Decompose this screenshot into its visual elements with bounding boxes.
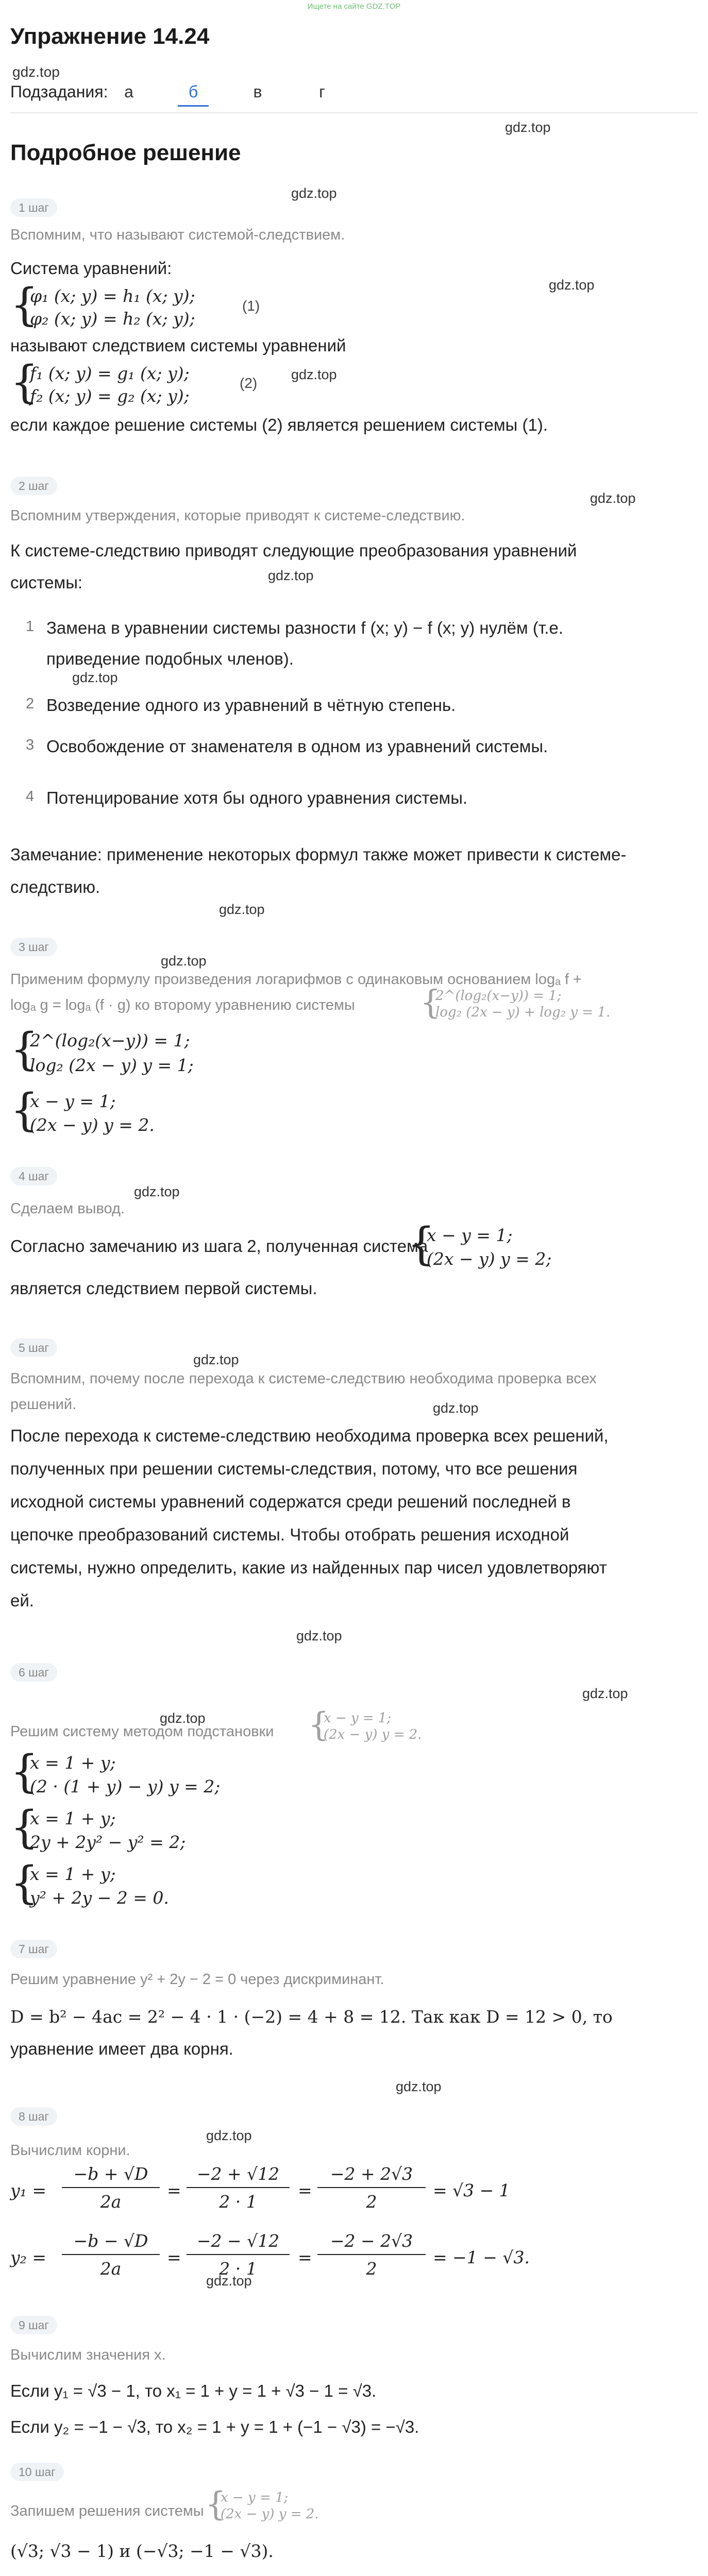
subtasks-label: Подзадания: [10,82,108,101]
brace: { [308,1706,329,1744]
step-hint: Вспомним, что называют системой-следствием. [10,227,345,243]
fraction-denominator: 2 [366,2259,377,2279]
fraction-numerator: −2 − √12 [187,2231,290,2255]
list-item: приведение подобных членов). [46,649,294,668]
step-badge: 5 шаг [10,1338,57,1357]
step-text: если каждое решение системы (2) является решением системы (1). [10,415,548,434]
watermark: gdz.top [72,670,118,685]
top-note: Ищете на сайте GDZ.TOP [307,2,401,11]
list-item: Замена в уравнении системы разности f (x; y) − f (x; y) нулём (т.е. [46,618,564,637]
list-number: 1 [26,618,35,635]
equation: x − y = 1; [30,1091,116,1111]
brace: { [10,357,39,408]
step-badge: 2 шаг [10,477,57,495]
step-hint: решений. [10,1396,77,1413]
step-text: Согласно замечанию из шага 2, полученная система [10,1236,428,1256]
equation: 2^(log₂(x−y)) = 1; [435,988,562,1004]
equation: log₂ (2x − y) + log₂ y = 1. [435,1005,611,1020]
list-number: 3 [26,737,35,753]
equation: f₂ (x; y) = g₂ (x; y); [30,386,190,406]
list-item: Потенцирование хотя бы одного уравнения системы. [46,788,468,807]
step-text: Если y₁ = √3 − 1, то x₁ = 1 + y = 1 + √3 − 1 = √3. [10,2381,377,2400]
step-text: уравнение имеет два корня. [10,2039,233,2058]
equals-sign: = [167,2247,181,2267]
step-text: называют следствием системы уравнений [10,336,346,355]
step-badge: 1 шаг [10,198,57,217]
step-text: D = b² − 4ac = 2² − 4 · 1 · (−2) = 4 + 8 = 12. Так как D = 12 > 0, то [10,2007,613,2027]
equation: 2y + 2y² − y² = 2; [30,1832,186,1852]
brace: { [10,1857,39,1909]
root-label: y₁ = [10,2180,47,2200]
watermark: gdz.top [161,953,207,969]
step-hint: Запишем решения системы [10,2503,204,2519]
watermark: gdz.top [12,64,60,80]
note: Замечание: применение некоторых формул также может привести к системе- [10,845,627,864]
equation-number: (1) [242,298,260,314]
step-hint: Решим уравнение y² + 2y − 2 = 0 через дискриминант. [10,1971,384,1988]
equation: f₁ (x; y) = g₁ (x; y); [30,363,190,383]
paragraph-line: исходной системы уравнений содержатся среди решений последней в [10,1492,571,1511]
fraction-denominator: 2 [366,2192,377,2212]
watermark: gdz.top [291,185,337,201]
equation: x − y = 1; [324,1710,392,1726]
fraction-numerator: −b + √D [62,2164,160,2188]
equation: φ₂ (x; y) = h₂ (x; y); [30,309,195,329]
equation: (2x − y) y = 2. [221,2506,319,2522]
equals-sign: = [167,2180,181,2200]
step-badge: 4 шаг [10,1167,57,1185]
brace: { [10,1024,39,1075]
step-badge: 9 шаг [10,2316,57,2334]
watermark: gdz.top [193,1352,239,1367]
equation: 2^(log₂(x−y)) = 1; [30,1030,190,1050]
step-hint: Решим систему методом подстановки [10,1723,274,1740]
watermark: gdz.top [134,1184,180,1199]
list-item: Освобождение от знаменателя в одном из уравнений системы. [46,737,548,756]
equation: (2x − y) y = 2. [30,1115,155,1135]
active-tab-indicator [178,105,209,107]
tab-g[interactable]: г [319,82,325,101]
root-value: = √3 − 1 [433,2180,510,2200]
step-hint: logₐ g = logₐ (f · g) ко второму уравнению системы [10,997,355,1013]
watermark: gdz.top [296,1628,342,1643]
watermark: gdz.top [291,367,337,382]
root-label: y₂ = [10,2247,47,2267]
step-text: К системе-следствию приводят следующие преобразования уравнений [10,541,577,560]
page-title: Упражнение 14.24 [10,24,210,49]
fraction-numerator: −b − √D [62,2231,160,2255]
tab-a[interactable]: а [124,82,133,101]
step-hint: Вычислим значения x. [10,2347,166,2363]
step-badge: 10 шаг [10,2463,64,2481]
divider [10,112,698,113]
brace: { [407,1218,435,1270]
step-hint: Вспомним утверждения, которые приводят к системе-следствию. [10,507,465,524]
equation: x − y = 1; [427,1225,513,1245]
watermark: gdz.top [206,2273,252,2289]
fraction-denominator: 2a [100,2259,122,2279]
paragraph-line: ей. [10,1591,34,1610]
equation: x = 1 + y; [30,1808,116,1828]
equation: (2 · (1 + y) − y) y = 2; [30,1776,221,1797]
paragraph-line: цепочке преобразований системы. Чтобы отобрать решения исходной [10,1525,569,1544]
watermark: gdz.top [549,277,595,293]
step-text: Если y₂ = −1 − √3, то x₂ = 1 + y = 1 + (−1 − √3) = −√3. [10,2417,419,2436]
fraction-denominator: 2a [100,2192,122,2212]
brace: { [10,1802,39,1853]
equals-sign: = [298,2180,312,2200]
tab-b[interactable]: б [188,82,198,101]
fraction-denominator: 2 · 1 [219,2192,257,2212]
step-hint: Вспомним, почему после перехода к системе-следствию необходима проверка всех [10,1370,597,1387]
brace: { [420,984,441,1022]
equation: y² + 2y − 2 = 0. [30,1888,169,1908]
equation: (2x − y) y = 2. [324,1727,422,1742]
equation-number: (2) [240,375,258,391]
watermark: gdz.top [590,490,636,506]
equals-sign: = [298,2247,312,2267]
step-badge: 8 шаг [10,2107,57,2126]
step-text: системы: [10,573,83,592]
tab-v[interactable]: в [253,82,262,101]
step-badge: 7 шаг [10,1940,57,1958]
list-number: 4 [26,788,35,805]
watermark: gdz.top [268,568,314,583]
root-value: = −1 − √3. [433,2247,530,2267]
step-text: Система уравнений: [10,259,172,278]
equation: x = 1 + y; [30,1753,116,1773]
watermark: gdz.top [206,2128,252,2143]
fraction-numerator: −2 − 2√3 [317,2231,426,2255]
equation: x − y = 1; [221,2490,289,2505]
paragraph-line: После перехода к системе-следствию необходима проверка всех решений, [10,1426,609,1445]
watermark: gdz.top [160,1710,206,1726]
paragraph-line: системы, нужно определить, какие из найденных пар чисел удовлетворяют [10,1558,607,1577]
equation: (2x − y) y = 2; [427,1249,552,1269]
watermark: gdz.top [396,2079,442,2094]
fraction-denominator: 2 · 1 [219,2259,257,2279]
paragraph-line: полученных при решении системы-следствия, потому, что все решения [10,1459,578,1478]
list-item: Возведение одного из уравнений в чётную степень. [46,696,456,715]
solution-heading: Подробное решение [10,140,241,165]
fraction-numerator: −2 + √12 [187,2164,290,2188]
step-hint: Применим формулу произведения логарифмов с одинаковым основанием logₐ f + [10,971,582,988]
watermark: gdz.top [219,902,265,917]
watermark: gdz.top [433,1400,479,1416]
step-hint: Сделаем вывод. [10,1200,125,1217]
watermark: gdz.top [505,120,551,135]
brace: { [10,279,39,331]
step-text: является следствием первой системы. [10,1279,317,1298]
solutions: (√3; √3 − 1) и (−√3; −1 − √3). [10,2541,274,2561]
equation: x = 1 + y; [30,1864,116,1884]
list-number: 2 [26,696,35,712]
watermark: gdz.top [582,1686,628,1701]
equation: log₂ (2x − y) y = 1; [30,1055,194,1075]
step-badge: 6 шаг [10,1663,57,1682]
brace: { [10,1746,39,1798]
step-hint: Вычислим корни. [10,2142,130,2159]
brace: { [10,1084,39,1136]
fraction-numerator: −2 + 2√3 [317,2164,426,2188]
note: следствию. [10,877,100,896]
equation: φ₁ (x; y) = h₁ (x; y); [30,286,195,306]
step-badge: 3 шаг [10,938,57,956]
brace: { [205,2485,226,2523]
